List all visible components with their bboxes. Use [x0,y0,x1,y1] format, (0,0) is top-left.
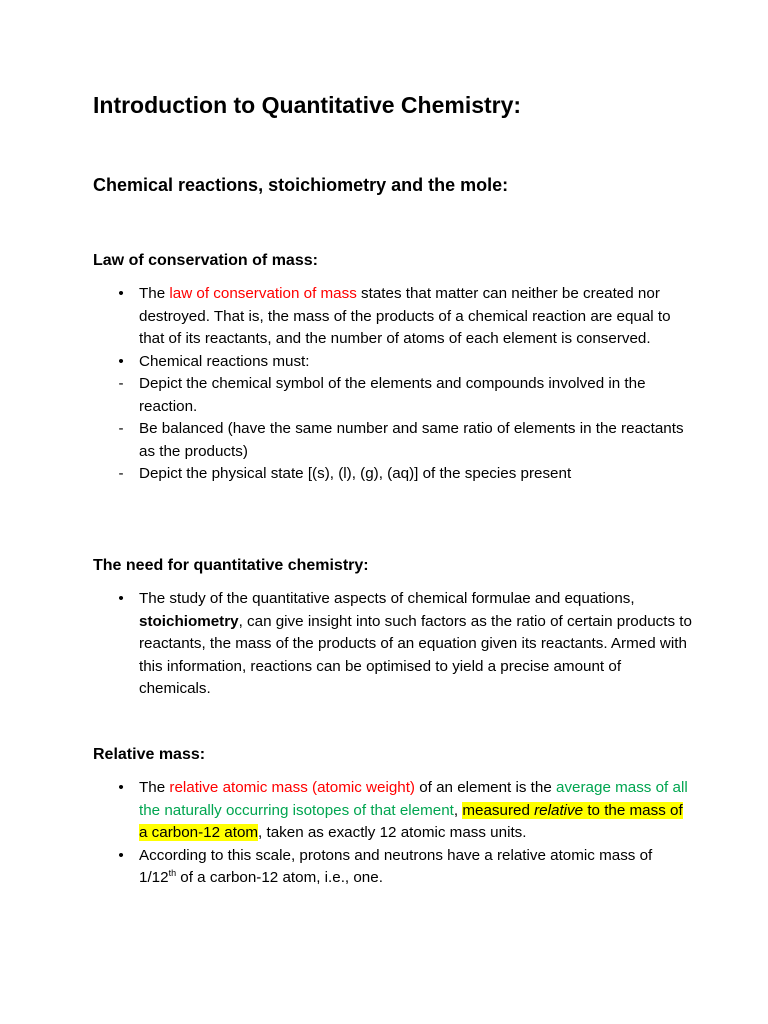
item-text: The [139,285,170,302]
bullet-marker: • [118,590,124,607]
item-text: Depict the physical state [(s), (l), (g), (aq)] of the species present [139,465,572,482]
bullet-marker: • [118,779,124,796]
item-text: Chemical reactions must: [139,352,310,370]
item-text: , taken as exactly 12 atomic mass units. [258,824,527,841]
dash-marker: - [118,375,124,392]
bullet-marker: • [118,352,124,370]
item-text: , can give insight into such factors as the ratio of certain products to reactants, the mass of the products of an equation given its reactants. Armed with this information, reactions can be optimised to yield a precise amount of chemicals. [139,612,692,697]
dash-marker: - [118,420,124,437]
document-subtitle: Chemical reactions, stoichiometry and the mole: [93,175,509,195]
section-heading-need: The need for quantitative chemistry: [93,557,369,574]
bullet-marker: • [118,285,124,302]
item-text: According to this scale, protons and neutrons have a relative atomic mass of 1/12 [139,846,653,886]
section-heading-relative-mass: Relative mass: [93,746,206,763]
list-item [93,418,693,463]
item-text: , [453,801,463,819]
section-list-conservation [93,283,693,486]
list-item [93,373,693,418]
item-text: The study of the quantitative aspects of chemical formulae and equations, [139,590,635,607]
list-item [93,777,693,845]
term-relative-atomic-mass: relative atomic mass (atomic weight) [169,779,415,796]
item-text: Depict the chemical symbol of the elements and compounds involved in the reaction. [139,375,646,415]
section-list-need [93,588,693,701]
dash-marker: - [118,465,124,482]
item-text: Be balanced (have the same number and same ratio of elements in the reactants as the products) [139,420,684,460]
section-list-relative-mass [93,777,693,890]
list-item [93,463,693,486]
bullet-marker: • [118,846,124,864]
highlighted-text: measured [462,801,535,819]
superscript-th: th [168,867,177,878]
list-item [93,588,693,701]
highlighted-text: to the mass of a carbon-12 atom [139,801,683,841]
list-item [93,283,693,351]
section-heading-conservation: Law of conservation of mass: [93,252,318,269]
item-text: of an element is the [415,779,556,796]
list-item [93,845,693,890]
highlighted-italic-text: relative [534,801,584,819]
definition-average-mass: average mass of all the naturally occurring isotopes of that element [139,779,688,819]
list-item [93,351,693,374]
item-text: of a carbon-12 atom, i.e., one. [176,869,383,886]
term-stoichiometry: stoichiometry [139,612,239,630]
term-law-of-conservation: law of conservation of mass [169,285,357,302]
item-text: The [139,779,170,796]
item-text: states that matter can neither be created nor destroyed. That is, the mass of the products of a chemical reaction are equal to that of its reactants, and the number of atoms of each element is conserved. [139,285,671,347]
document-title: Introduction to Quantitative Chemistry: [93,92,522,118]
